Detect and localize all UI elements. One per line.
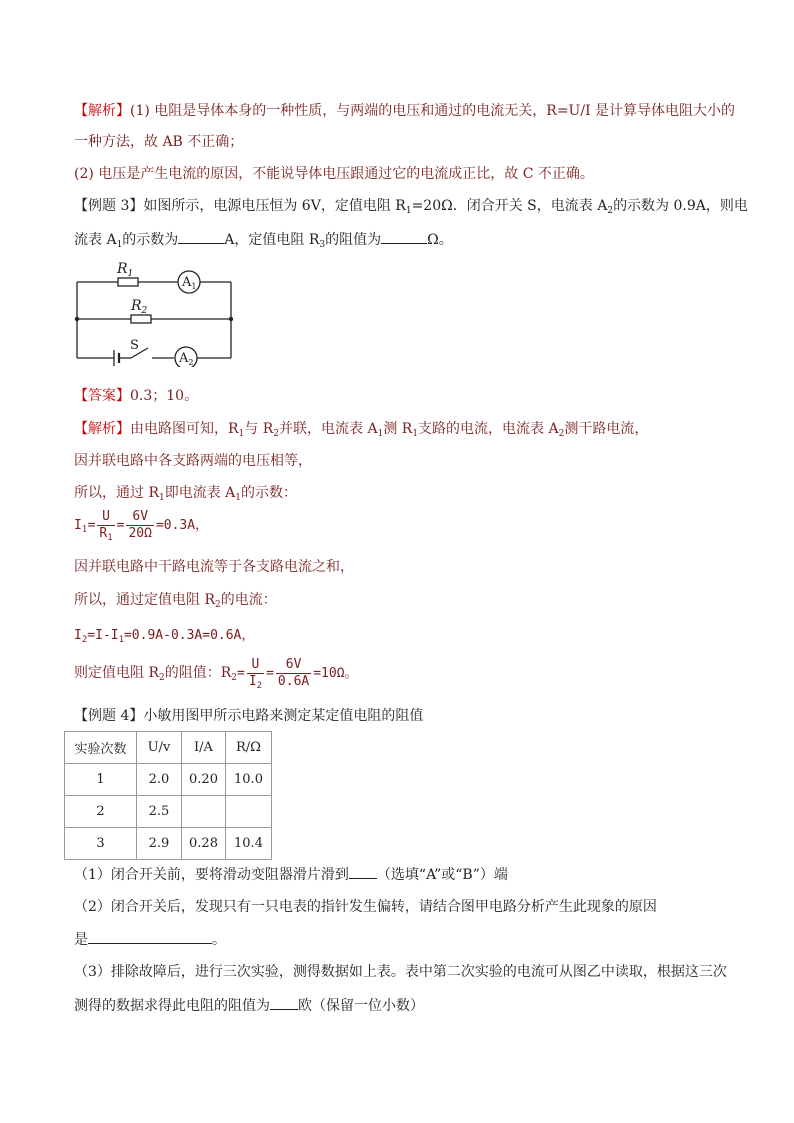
table-row <box>65 796 272 828</box>
question-1: （1）闭合开关前，要将滑动变阻器滑片滑到 （选填“A”或“B”）端 <box>74 864 508 885</box>
junction-right <box>229 317 233 321</box>
table-cell: 2.5 <box>137 796 182 828</box>
answer-blank <box>178 229 224 244</box>
a1-label: $A_1$ <box>182 275 197 291</box>
resistor-r2 <box>131 315 151 323</box>
table-cell: 2 <box>65 796 137 828</box>
analysis-tag: 【解析】 <box>74 103 130 119</box>
answer-blank <box>349 864 377 879</box>
example4-line: 【例题 4】小敏用图甲所示电路来测定某定值电阻的阻值 <box>74 708 424 724</box>
table-header: U/v <box>137 732 182 764</box>
table-header: I/A <box>182 732 226 764</box>
fraction: $\frac{6V}{20\Omega}$ <box>128 508 152 541</box>
table-cell: 0.28 <box>182 828 226 860</box>
question-3-line-2: 测得的数据求得此电阻的阻值为 欧（保留一位小数） <box>74 995 424 1016</box>
answer-line: 【答案】0.3；10。 <box>74 388 199 404</box>
data-table <box>64 731 272 860</box>
answer-blank <box>88 929 212 944</box>
question-2-line-2: 是 。 <box>74 929 226 950</box>
formula-i2: $I_2=I-I_1=0.9A-0.3A=0.6A$， <box>74 628 255 645</box>
example3-line-2: 流表 $A_1$的示数为 A，定值电阻 $R_3$的阻值为 Ω。 <box>74 229 453 250</box>
table-header: R/Ω <box>226 732 272 764</box>
fraction: $\frac{U}{I_2}$ <box>248 656 263 691</box>
analysis-line-1: 【解析】(1) 电阻是导体本身的一种性质，与两端的电压和通过的电流无关，R=U/I 是计算导体电阻大小的 <box>74 103 736 119</box>
fraction: $\frac{U}{R_1}$ <box>99 508 113 543</box>
analysis-line-3: (2) 电压是产生电流的原因，不能说导体电压跟通过它的电流成正比，故 C 不正确。 <box>74 166 594 182</box>
table-cell: 0.20 <box>182 764 226 796</box>
table-row <box>65 828 272 860</box>
resistor-r1 <box>118 278 138 286</box>
switch-label: S <box>130 338 139 353</box>
question-3-line-1: （3）排除故障后，进行三次实验，测得数据如上表。表中第二次实验的电流可从图乙中读取，根据这三次 <box>74 964 727 980</box>
analysis2-line-6: 所以，通过定值电阻 $R_2$的电流： <box>74 592 277 610</box>
answer-blank <box>270 995 298 1010</box>
example3-line-1: 【例题 3】如图所示，电源电压恒为 6V，定值电阻 $R_1=20\Omega$．闭合开关 S，电流表 $A_2$的示数为 0.9A，则电 <box>74 198 748 216</box>
table-cell: 1 <box>65 764 137 796</box>
table-cell <box>182 796 226 828</box>
circuit-diagram <box>68 255 240 367</box>
example3-tag: 【例题 3】 <box>74 198 144 214</box>
analysis2-line-5: 因并联电路中干路电流等于各支路电流之和， <box>74 559 354 575</box>
table-row <box>65 764 272 796</box>
analysis2-line-1: 【解析】由电路图可知，$R_1$与 $R_2$并联，电流表 $A_1$测 $R_1$支路的电流，电流表 $A_2$测干路电流， <box>74 421 649 439</box>
answer-tag: 【答案】 <box>74 388 130 404</box>
junction-left <box>75 317 79 321</box>
table-cell: 10.4 <box>226 828 272 860</box>
a2-label: $A_2$ <box>179 351 194 367</box>
table-header-row <box>65 732 272 764</box>
formula-r2: 则定值电阻 $R_2$的阻值：$R_2=$ $\frac{U}{I_2}$ = $\frac{6V}{0.6A}$ =10Ω。 <box>74 656 358 691</box>
table-cell <box>226 796 272 828</box>
formula-i1: $I_1=$ $\frac{U}{R_1}$ = $\frac{6V}{20\Omega}$ =0.3A， <box>74 508 209 543</box>
analysis2-line-3: 所以，通过 $R_1$即电流表 $A_1$的示数： <box>74 485 298 503</box>
question-2-line-1: （2）闭合开关后，发现只有一只电表的指针发生偏转，请结合图甲电路分析产生此现象的原因 <box>74 899 657 915</box>
analysis-line-2: 一种方法，故 AB 不正确； <box>74 134 244 150</box>
analysis2-line-2: 因并联电路中各支路两端的电压相等， <box>74 453 312 469</box>
table-cell: 3 <box>65 828 137 860</box>
answer-blank <box>381 229 427 244</box>
table-cell: 2.9 <box>137 828 182 860</box>
r2-label: $R_2$ <box>131 298 148 316</box>
table-cell: 10.0 <box>226 764 272 796</box>
table-cell: 2.0 <box>137 764 182 796</box>
analysis2-tag: 【解析】 <box>74 421 130 437</box>
example4-tag: 【例题 4】 <box>74 708 144 724</box>
r1-label: $R_1$ <box>117 261 134 279</box>
table-header: 实验次数 <box>65 732 137 764</box>
fraction: $\frac{6V}{0.6A}$ <box>277 656 310 689</box>
